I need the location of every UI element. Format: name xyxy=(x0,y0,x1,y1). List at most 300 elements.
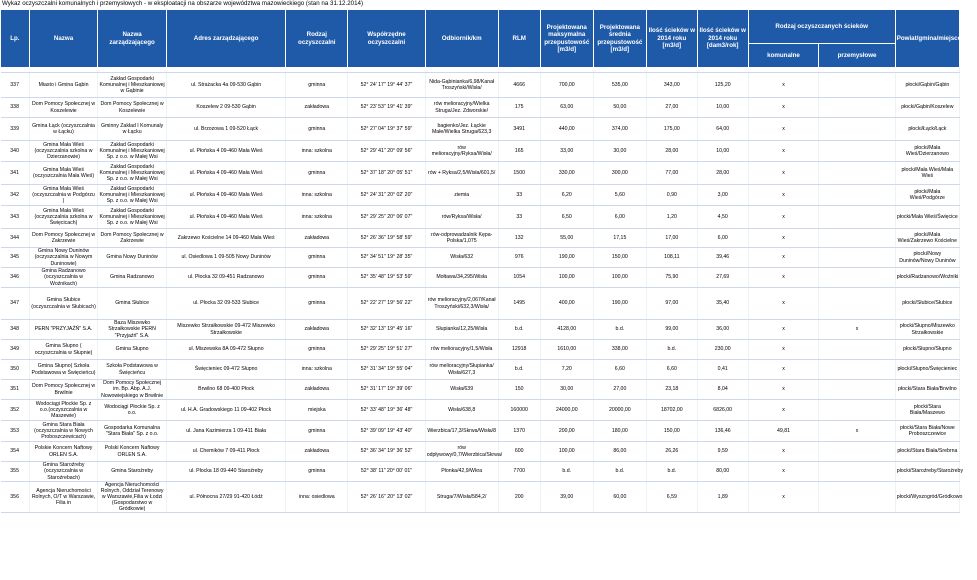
cell-proj-max: 400,00 xyxy=(540,288,593,320)
cell-wspolrzedne: 52° 29' 25" 20° 06' 07" xyxy=(348,206,425,229)
cell-powiat: płocki/Gąbin/Koszelew xyxy=(895,98,959,118)
cell-proj-sr: 6,60 xyxy=(593,360,646,380)
cell-proj-sr: 6,00 xyxy=(593,206,646,229)
cell-proj-sr: 30,00 xyxy=(593,141,646,162)
cell-odbiornik: Nida-Gąbinianka/6,98/Kanał Troszyński/Wisła/ xyxy=(425,73,498,98)
cell-przemyslowe xyxy=(819,248,895,268)
cell-zarzadzajacy: Gmina Staroźreby xyxy=(98,462,167,482)
cell-ilosc-rok: 6,00 xyxy=(697,229,748,248)
cell-powiat: płocki/Radzanowo/Woźniki xyxy=(895,268,959,288)
cell-wspolrzedne: 52° 26' 16" 20° 13' 02" xyxy=(348,482,425,513)
cell-przemyslowe: x xyxy=(819,320,895,340)
cell-komunalne: x xyxy=(748,268,819,288)
cell-przemyslowe xyxy=(819,442,895,462)
cell-rodzaj: gminna xyxy=(286,118,348,141)
cell-nazwa: Agencja Nieruchomości Rolnych, O/T w Warszawie, Filia in xyxy=(29,482,98,513)
cell-nazwa: PERN "PRZYJAŹŃ" S.A. xyxy=(29,320,98,340)
cell-powiat: płocki/Łąck/Łąck xyxy=(895,118,959,141)
cell-przemyslowe xyxy=(819,380,895,400)
cell-przemyslowe xyxy=(819,185,895,206)
col-rodzaj: Rodzaj oczyszczalni xyxy=(286,10,348,68)
cell-lp: 346 xyxy=(1,268,30,288)
cell-nazwa: Gmina Łąck (oczyszczalnia w Łącku) xyxy=(29,118,98,141)
cell-adres: ul. Miszewska 8A 09-472 Słupno xyxy=(166,340,285,360)
cell-rlm: 3491 xyxy=(498,118,540,141)
cell-proj-max: 200,00 xyxy=(540,421,593,442)
table-row xyxy=(1,288,960,320)
cell-zarzadzajacy: Gmina Radzanowo xyxy=(98,268,167,288)
cell-rodzaj: miejska xyxy=(286,400,348,421)
table-row xyxy=(1,360,960,380)
cell-nazwa: Gmina Słubice (oczyszczalnia w Słubicach) xyxy=(29,288,98,320)
cell-lp: 347 xyxy=(1,288,30,320)
cell-komunalne: x xyxy=(748,380,819,400)
cell-nazwa: Gmina Stara Biała (oczyszczalnia w Nowych Proboszczewicach) xyxy=(29,421,98,442)
table-row xyxy=(1,162,960,185)
col-proj-max: Projektowana maksymalna przepustowość [m3/d] xyxy=(540,10,593,68)
cell-wspolrzedne: 52° 34' 51" 19° 28' 35" xyxy=(348,248,425,268)
cell-ilosc-rok: 3,00 xyxy=(697,185,748,206)
col-ilosc-rok: Ilość ścieków w 2014 roku [dam3/rok] xyxy=(697,10,748,68)
cell-komunalne: x xyxy=(748,185,819,206)
col-nazwa: Nazwa xyxy=(29,10,98,68)
col-adres: Adres zarządzającego xyxy=(166,10,285,68)
cell-proj-sr: b.d. xyxy=(593,320,646,340)
cell-ilosc: 6,59 xyxy=(646,482,697,513)
cell-ilosc: 23,18 xyxy=(646,380,697,400)
cell-wspolrzedne: 52° 38' 11" 20° 00' 01" xyxy=(348,462,425,482)
cell-powiat: płocki/Słubice/Słubice xyxy=(895,288,959,320)
cell-proj-max: 30,00 xyxy=(540,380,593,400)
cell-proj-sr: 86,00 xyxy=(593,442,646,462)
cell-powiat: płocki/Mała Wieś/Podgórze xyxy=(895,185,959,206)
cell-rodzaj: zakładowa xyxy=(286,98,348,118)
wastewater-table xyxy=(0,9,977,513)
cell-ilosc: 108,11 xyxy=(646,248,697,268)
cell-komunalne: x xyxy=(748,162,819,185)
cell-zarzadzajacy: Polski Koncern Naftowy ORLEN S.A. xyxy=(98,442,167,462)
cell-rlm: 1054 xyxy=(498,268,540,288)
cell-przemyslowe xyxy=(819,73,895,98)
cell-przemyslowe xyxy=(819,206,895,229)
cell-ilosc: 99,00 xyxy=(646,320,697,340)
cell-wspolrzedne: 52° 39' 09" 19° 43' 40" xyxy=(348,421,425,442)
table-row xyxy=(1,320,960,340)
cell-powiat: płocki/Stara Biała/Maszewo xyxy=(895,400,959,421)
cell-rodzaj: gminna xyxy=(286,248,348,268)
table-row xyxy=(1,206,960,229)
cell-lp: 351 xyxy=(1,380,30,400)
cell-rodzaj: gminna xyxy=(286,462,348,482)
cell-ilosc-rok: 64,00 xyxy=(697,118,748,141)
cell-ilosc: 28,00 xyxy=(646,141,697,162)
cell-ilosc-rok: 10,00 xyxy=(697,141,748,162)
cell-proj-sr: 180,00 xyxy=(593,421,646,442)
cell-proj-max: b.d. xyxy=(540,462,593,482)
cell-przemyslowe xyxy=(819,268,895,288)
cell-proj-sr: 27,00 xyxy=(593,380,646,400)
cell-zarzadzajacy: Gmina Słubice xyxy=(98,288,167,320)
cell-ilosc-rok: 125,20 xyxy=(697,73,748,98)
cell-lp: 342 xyxy=(1,185,30,206)
cell-proj-sr: 150,00 xyxy=(593,248,646,268)
cell-rodzaj: inna: szkolna xyxy=(286,360,348,380)
cell-rlm: 160000 xyxy=(498,400,540,421)
cell-zarzadzajacy: Agencja Nieruchomości Rolnych, Oddział Terenowy w Warszawie,Filia w Łodzi (Gospodarstwo w Gródkowie) xyxy=(98,482,167,513)
cell-przemyslowe: x xyxy=(819,421,895,442)
cell-przemyslowe xyxy=(819,229,895,248)
cell-proj-max: 440,00 xyxy=(540,118,593,141)
cell-odbiornik: Wisła/632 xyxy=(425,248,498,268)
cell-przemyslowe xyxy=(819,400,895,421)
cell-proj-max: 7,20 xyxy=(540,360,593,380)
table-row xyxy=(1,185,960,206)
cell-komunalne: x xyxy=(748,98,819,118)
cell-powiat: płocki/Mała Wieś/Mała Wieś xyxy=(895,162,959,185)
cell-nazwa: Gmina Mała Wieś (oczyszczalnia w Podgórzu ) xyxy=(29,185,98,206)
cell-nazwa: Gmina Słupno ( oczyszczalnia w Słupnie) xyxy=(29,340,98,360)
cell-rlm: 165 xyxy=(498,141,540,162)
cell-proj-sr: 535,00 xyxy=(593,73,646,98)
cell-adres: Święcieniec 09-472 Słupno xyxy=(166,360,285,380)
cell-powiat: płocki/Słupno/Słupno xyxy=(895,340,959,360)
cell-proj-sr: 338,00 xyxy=(593,340,646,360)
cell-ilosc-rok: 10,00 xyxy=(697,98,748,118)
cell-zarzadzajacy: Zakład Gospodarki Komunalnej i Mieszkaniowej Sp. z o.o. w Małej Wsi xyxy=(98,206,167,229)
col-komunalne: komunalne xyxy=(748,44,819,68)
cell-ilosc-rok: 8,04 xyxy=(697,380,748,400)
cell-komunalne: x xyxy=(748,360,819,380)
cell-proj-max: 55,00 xyxy=(540,229,593,248)
cell-nazwa: Gmina Mała Wieś (oczyszczalnia szkolna w Dzierzanowie) xyxy=(29,141,98,162)
cell-wspolrzedne: 52° 24' 17" 19° 44' 37" xyxy=(348,73,425,98)
table-row xyxy=(1,229,960,248)
cell-odbiornik: Płonka/42,9/Wkra xyxy=(425,462,498,482)
cell-rodzaj: zakładowa xyxy=(286,380,348,400)
cell-nazwa: Dom Pomocy Społecznej w Koszelewie xyxy=(29,98,98,118)
cell-przemyslowe xyxy=(819,288,895,320)
cell-ilosc-rok: 28,00 xyxy=(697,162,748,185)
cell-rodzaj: inna: osiedlowa xyxy=(286,482,348,513)
cell-odbiornik: Struga/7/Wisła/584,2/ xyxy=(425,482,498,513)
cell-odbiornik: rów melioracyjny/Słupianka/ Wisła/627,3 xyxy=(425,360,498,380)
cell-ilosc: 0,90 xyxy=(646,185,697,206)
cell-rlm: 1500 xyxy=(498,162,540,185)
cell-proj-max: 100,00 xyxy=(540,442,593,462)
cell-zarzadzajacy: Baza Miszewko Strzałkowskie PERN "Przyjaźń" S.A. xyxy=(98,320,167,340)
cell-odbiornik: rów melioracyjny/Ryksa/Wisła/ xyxy=(425,141,498,162)
cell-wspolrzedne: 52° 31' 17" 19° 39' 06" xyxy=(348,380,425,400)
cell-ilosc: 27,00 xyxy=(646,98,697,118)
cell-lp: 344 xyxy=(1,229,30,248)
cell-powiat: płocki/Wyszogród/Gródkowo xyxy=(895,482,959,513)
cell-odbiornik: rów/Ryksa/Wisła/ xyxy=(425,206,498,229)
cell-zarzadzajacy: Gospodarka Komunalna "Stara Biała" Sp. z o.o. xyxy=(98,421,167,442)
cell-ilosc: b.d. xyxy=(646,462,697,482)
cell-lp: 345 xyxy=(1,248,30,268)
cell-ilosc: 17,00 xyxy=(646,229,697,248)
cell-wspolrzedne: 52° 23' 53" 19° 41' 39" xyxy=(348,98,425,118)
cell-adres: ul. Płocka 32 09-533 Słubice xyxy=(166,288,285,320)
col-rodzaj-sciekow: Rodzaj oczyszczanych ścieków xyxy=(748,10,895,44)
cell-rodzaj: inna: szkolna xyxy=(286,206,348,229)
cell-powiat: płocki/Stara Biała/Brwilno xyxy=(895,380,959,400)
cell-nazwa: Gmina Słupno( Szkoła Podstawowa w Święcieńcu) xyxy=(29,360,98,380)
cell-rlm: 175 xyxy=(498,98,540,118)
cell-zarzadzajacy: Dom Pomocy Społecznej im. Bp. Abp. A.J. Nowowiejskiego w Brwilnie xyxy=(98,380,167,400)
cell-lp: 348 xyxy=(1,320,30,340)
cell-ilosc: 77,00 xyxy=(646,162,697,185)
cell-proj-sr: 300,00 xyxy=(593,162,646,185)
cell-ilosc: 97,00 xyxy=(646,288,697,320)
cell-adres: ul. Płocka 18 09-440 Staroźreby xyxy=(166,462,285,482)
cell-komunalne: x xyxy=(748,141,819,162)
cell-adres: ul. Płońska 4 09-460 Mała Wieś xyxy=(166,141,285,162)
cell-lp: 350 xyxy=(1,360,30,380)
cell-ilosc-rok: 136,46 xyxy=(697,421,748,442)
table-row xyxy=(1,380,960,400)
cell-przemyslowe xyxy=(819,98,895,118)
cell-powiat: płocki/Stara Biała/Srebrna xyxy=(895,442,959,462)
cell-rlm: 7700 xyxy=(498,462,540,482)
cell-komunalne: 49,81 xyxy=(748,421,819,442)
cell-rodzaj: inna: szkolna xyxy=(286,185,348,206)
cell-proj-sr: 5,60 xyxy=(593,185,646,206)
cell-wspolrzedne: 52° 31' 34" 19° 55' 04" xyxy=(348,360,425,380)
cell-odbiornik: Wisła/639 xyxy=(425,380,498,400)
col-wspolrzedne: Współrzędne oczyszczalni xyxy=(348,10,425,68)
table-body xyxy=(1,68,964,513)
cell-przemyslowe xyxy=(819,482,895,513)
col-lp: Lp. xyxy=(1,10,30,68)
cell-lp: 340 xyxy=(1,141,30,162)
cell-proj-sr: 60,00 xyxy=(593,482,646,513)
cell-rlm: b.d. xyxy=(498,320,540,340)
cell-wspolrzedne: 52° 29' 25" 19° 51' 27" xyxy=(348,340,425,360)
col-przemyslowe: przemysłowe xyxy=(819,44,895,68)
cell-nazwa: Miasto i Gmina Gąbin xyxy=(29,73,98,98)
cell-rlm: b.d. xyxy=(498,360,540,380)
table-row xyxy=(1,482,960,513)
table-row xyxy=(1,98,960,118)
cell-adres: ul. Płońska 4 09-460 Mała Wieś xyxy=(166,185,285,206)
cell-adres: Miszewko Strzałkowskie 09-472 Miszewko Strzałkowskie xyxy=(166,320,285,340)
cell-odbiornik: rów melioracyjny/2,067/Kanał Troszyński/632,3/Wisła/ xyxy=(425,288,498,320)
cell-ilosc-rok: 39,46 xyxy=(697,248,748,268)
cell-rodzaj: zakładowa xyxy=(286,320,348,340)
cell-adres: ul. Strażacka 4a 09-530 Gąbin xyxy=(166,73,285,98)
cell-zarzadzajacy: Dom Pomocy Społecznej w Zakrzewie xyxy=(98,229,167,248)
cell-odbiornik: rów-odprowadzalnik Kępa-Polska/1,075 xyxy=(425,229,498,248)
cell-zarzadzajacy: Gmina Nowy Duninów xyxy=(98,248,167,268)
cell-nazwa: Dom Pomocy Społecznej w Brwilnie xyxy=(29,380,98,400)
cell-ilosc: 26,26 xyxy=(646,442,697,462)
cell-wspolrzedne: 52° 24' 31" 20° 02' 20" xyxy=(348,185,425,206)
cell-rodzaj: zakładowa xyxy=(286,229,348,248)
cell-adres: Zakrzewo Kościelne 14 09-460 Mała Wieś xyxy=(166,229,285,248)
cell-proj-max: 190,00 xyxy=(540,248,593,268)
cell-proj-max: 6,50 xyxy=(540,206,593,229)
cell-odbiornik: ziemia xyxy=(425,185,498,206)
cell-proj-max: 700,00 xyxy=(540,73,593,98)
cell-lp: 337 xyxy=(1,73,30,98)
cell-ilosc-rok: 80,00 xyxy=(697,462,748,482)
cell-powiat: płocki/Mała Wieś/Zakrzewo Kościelne xyxy=(895,229,959,248)
cell-komunalne: x xyxy=(748,288,819,320)
cell-adres: ul. Osiedlowa 1 09-505 Nowy Duninów xyxy=(166,248,285,268)
cell-wspolrzedne: 52° 33' 48" 19° 36' 48" xyxy=(348,400,425,421)
cell-nazwa: Gmina Radzanowo (oczyszczalnia w Woźnikach) xyxy=(29,268,98,288)
cell-zarzadzajacy: Wodociągi Płockie Sp. z o.o. xyxy=(98,400,167,421)
cell-adres: ul. H.A. Gradowskiego 11 09-402 Płock xyxy=(166,400,285,421)
cell-przemyslowe xyxy=(819,360,895,380)
cell-zarzadzajacy: Zakład Gospodarki Komunalnej i Mieszkaniowej w Gąbinie xyxy=(98,73,167,98)
cell-rodzaj: gminna xyxy=(286,162,348,185)
cell-nazwa: Gmina Mała Wieś (oczyszczalnia Mała Wieś) xyxy=(29,162,98,185)
cell-nazwa: Polskie Koncern Naftowy ORLEN S.A. xyxy=(29,442,98,462)
cell-ilosc-rok: 230,00 xyxy=(697,340,748,360)
cell-komunalne: x xyxy=(748,482,819,513)
cell-odbiornik: rów odpływowy/0,7/Wierzbica/Skrwa/ xyxy=(425,442,498,462)
cell-adres: ul. Płońska 4 09-460 Mała Wieś xyxy=(166,162,285,185)
cell-adres: ul. Północna 27/29 91-420 Łódź xyxy=(166,482,285,513)
cell-komunalne: x xyxy=(748,400,819,421)
table-row xyxy=(1,141,960,162)
cell-proj-max: 33,00 xyxy=(540,141,593,162)
cell-proj-max: 4128,00 xyxy=(540,320,593,340)
cell-nazwa: Dom Pomocy Społecznej w Zakrzewie xyxy=(29,229,98,248)
cell-powiat: płocki/Słupno/Święcieniec xyxy=(895,360,959,380)
cell-rodzaj: zakładowa xyxy=(286,442,348,462)
cell-ilosc: 6,60 xyxy=(646,360,697,380)
cell-rlm: 1370 xyxy=(498,421,540,442)
cell-komunalne: x xyxy=(748,118,819,141)
cell-adres: ul. Chemików 7 09-411 Płock xyxy=(166,442,285,462)
cell-odbiornik: rów melioracyjny/1,5/Wisła xyxy=(425,340,498,360)
cell-wspolrzedne: 52° 37' 18" 20° 05' 51" xyxy=(348,162,425,185)
cell-ilosc: 1,20 xyxy=(646,206,697,229)
cell-przemyslowe xyxy=(819,162,895,185)
cell-powiat: płocki/Gąbin/Gąbin xyxy=(895,73,959,98)
cell-ilosc-rok: 6826,00 xyxy=(697,400,748,421)
cell-rlm: 4666 xyxy=(498,73,540,98)
cell-powiat: płocki/Stara Biała/Nowe Proboszczewice xyxy=(895,421,959,442)
cell-lp: 356 xyxy=(1,482,30,513)
cell-komunalne: x xyxy=(748,462,819,482)
cell-zarzadzajacy: Gmina Słupno xyxy=(98,340,167,360)
cell-rlm: 976 xyxy=(498,248,540,268)
cell-nazwa: Gmina Staroźreby (oczyszczalnia w Staroźrebach) xyxy=(29,462,98,482)
cell-zarzadzajacy: Zakład Gospodarki Komunalnej i Mieszkaniowej Sp. z o.o. w Małej Wsi xyxy=(98,162,167,185)
cell-ilosc-rok: 9,59 xyxy=(697,442,748,462)
cell-powiat: płocki/Mała Wieś/Dzierzanowo xyxy=(895,141,959,162)
cell-lp: 352 xyxy=(1,400,30,421)
cell-proj-sr: 190,00 xyxy=(593,288,646,320)
cell-powiat: płocki/Mała Wieś/Święcice xyxy=(895,206,959,229)
cell-zarzadzajacy: Zakład Gospodarki Komunalnej i Mieszkaniowej Sp. z o.o. w Małej Wsi xyxy=(99,141,165,161)
cell-ilosc: 150,00 xyxy=(646,421,697,442)
cell-odbiornik: rów melioracyjny/Wielka Struga/Jez. Zdworskie/ xyxy=(425,98,498,118)
cell-proj-max: 63,00 xyxy=(540,98,593,118)
cell-komunalne: x xyxy=(748,340,819,360)
cell-ilosc-rok: 35,40 xyxy=(697,288,748,320)
cell-rodzaj: gminna xyxy=(286,288,348,320)
table-row xyxy=(1,400,960,421)
cell-adres: ul. Jana Kazimierza 1 09-411 Biała xyxy=(166,421,285,442)
cell-proj-sr: 20000,00 xyxy=(593,400,646,421)
page-title: Wykaz oczyszczalni komunalnych i przemysłowych - w eksploatacji na obszarze województwa mazowieckiego (stan na 31.12.2014) xyxy=(2,0,364,7)
table-row xyxy=(1,248,960,268)
cell-proj-max: 24000,00 xyxy=(540,400,593,421)
cell-adres: ul. Płocka 32 09-451 Radzanowo xyxy=(166,268,285,288)
table-row xyxy=(1,73,960,98)
cell-odbiornik: Wisła/638,8 xyxy=(425,400,498,421)
table-row xyxy=(1,340,960,360)
cell-proj-sr: 100,00 xyxy=(593,268,646,288)
cell-nazwa: Gmina Mała Wieś (oczyszczalnia szkolna w Święcicach) xyxy=(29,206,98,229)
cell-nazwa: Gmina Nowy Duninów (oczyszczalnia w Nowym Duninowie) xyxy=(29,248,98,268)
cell-lp: 355 xyxy=(1,462,30,482)
col-rlm: RLM xyxy=(498,10,540,68)
cell-komunalne: x xyxy=(748,320,819,340)
cell-rlm: 600 xyxy=(498,442,540,462)
cell-rlm: 33 xyxy=(498,206,540,229)
cell-zarzadzajacy: Dom Pomocy Społecznej w Koszelewie xyxy=(98,98,167,118)
cell-wspolrzedne: 52° 27' 04" 19° 37' 59" xyxy=(348,118,425,141)
cell-komunalne: x xyxy=(748,229,819,248)
cell-wspolrzedne: 52° 32' 13" 19° 45' 16" xyxy=(348,320,425,340)
cell-powiat: płocki/Nowy Duninów/Nowy Duninów xyxy=(895,248,959,268)
cell-zarzadzajacy: Zakład Gospodarki Komunalnej i Mieszkaniowej Sp. z o.o. w Małej Wsi xyxy=(99,185,165,205)
cell-odbiornik: bagienko/Jez. Łąckie Małe/Wielka Struga/623,3 xyxy=(425,118,498,141)
cell-odbiornik: rów + Ryksa/2,5/Wisła/601,5/ xyxy=(425,162,498,185)
table-row xyxy=(1,118,960,141)
cell-rodzaj: gminna xyxy=(286,340,348,360)
cell-rlm: 132 xyxy=(498,229,540,248)
table-row xyxy=(1,421,960,442)
cell-ilosc: 175,00 xyxy=(646,118,697,141)
cell-odbiornik: Słupianka/12,25/Wisła xyxy=(425,320,498,340)
cell-wspolrzedne: 52° 29' 41" 20° 09' 56" xyxy=(348,141,425,162)
cell-rlm: 200 xyxy=(498,482,540,513)
cell-ilosc: b.d. xyxy=(646,340,697,360)
cell-nazwa: Wodociągi Płockie Sp. z o.o.(oczyszczalnia w Maszewie) xyxy=(29,400,98,421)
col-nazwa-zarzadzajacego: Nazwa zarządzającego xyxy=(98,10,167,68)
cell-wspolrzedne: 52° 22' 27" 19° 56' 22" xyxy=(348,288,425,320)
cell-przemyslowe xyxy=(819,462,895,482)
cell-komunalne: x xyxy=(748,206,819,229)
cell-komunalne: x xyxy=(748,442,819,462)
cell-odbiornik: Mołtawa/34,295/Wisła xyxy=(425,268,498,288)
cell-proj-max: 330,00 xyxy=(540,162,593,185)
cell-powiat: płocki/Staroźreby/Staroźreby xyxy=(895,462,959,482)
col-ilosc: Ilość ścieków w 2014 roku [m3/d] xyxy=(646,10,697,68)
cell-ilosc: 343,00 xyxy=(646,73,697,98)
cell-lp: 343 xyxy=(1,206,30,229)
cell-ilosc-rok: 0,41 xyxy=(697,360,748,380)
cell-rodzaj: gminna xyxy=(286,421,348,442)
cell-lp: 349 xyxy=(1,340,30,360)
cell-proj-max: 100,00 xyxy=(540,268,593,288)
col-powiat: Powiat/gmina/miejscowość xyxy=(895,10,959,68)
table-row xyxy=(1,462,960,482)
cell-powiat: płocki/Słupno/Miszewko Strzałkowskie xyxy=(895,320,959,340)
cell-adres: Koszelew 2 09-530 Gąbin xyxy=(166,98,285,118)
cell-rlm: 33 xyxy=(498,185,540,206)
cell-wspolrzedne: 52° 26' 36" 19° 58' 59" xyxy=(348,229,425,248)
cell-wspolrzedne: 52° 36' 34" 19° 36' 52" xyxy=(348,442,425,462)
cell-ilosc: 18702,00 xyxy=(646,400,697,421)
